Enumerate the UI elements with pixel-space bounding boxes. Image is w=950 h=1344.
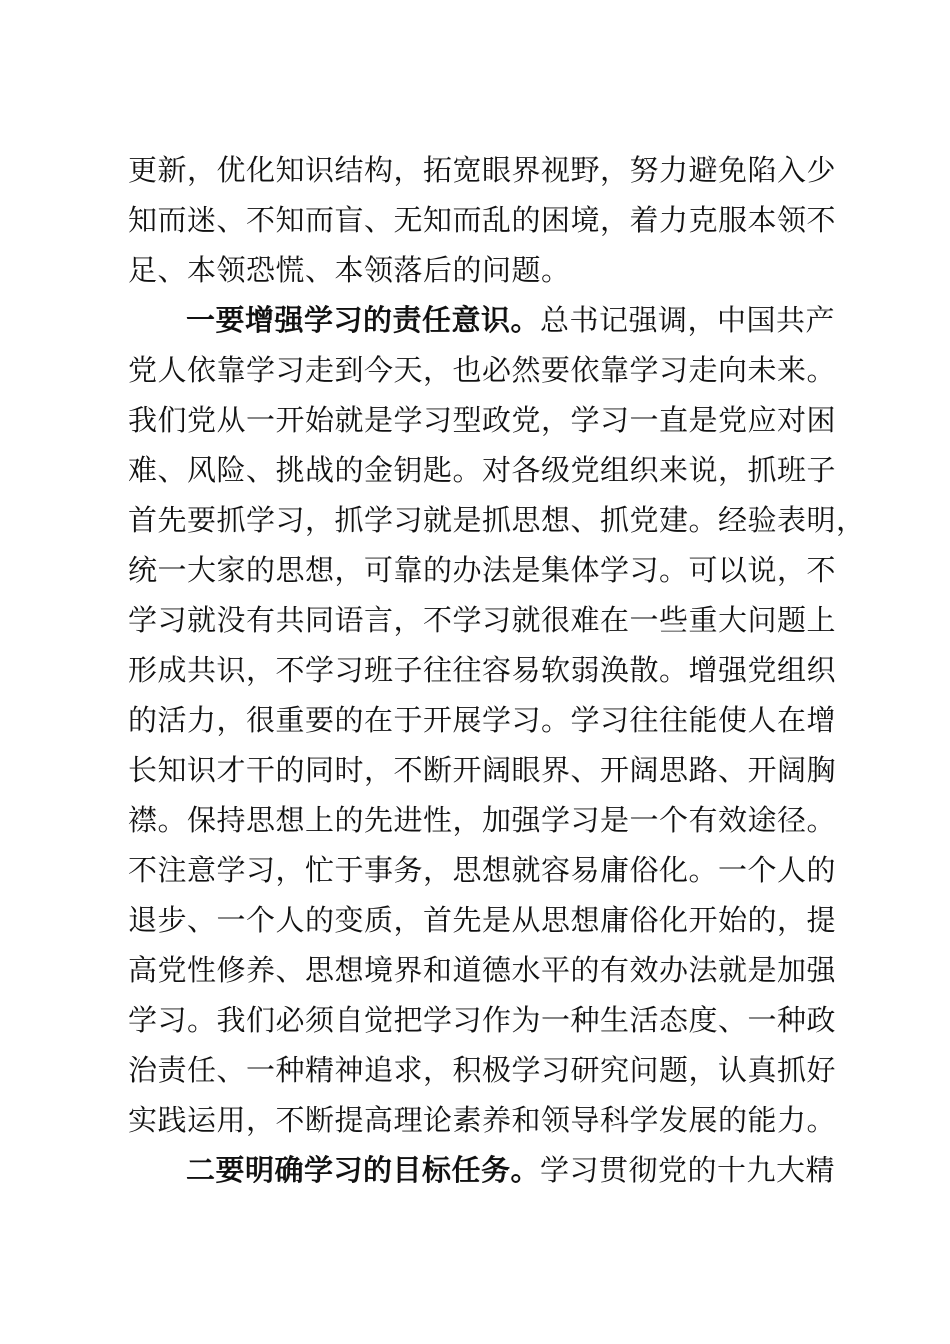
text-line: 足、本领恐慌、本领落后的问题。 bbox=[128, 253, 571, 287]
text-line: 更新，优化知识结构，拓宽眼界视野，努力避免陷入少 bbox=[128, 153, 837, 187]
text-line: 退步、一个人的变质，首先是从思想庸俗化开始的，提 bbox=[128, 903, 837, 937]
text-line: 形成共识，不学习班子往往容易软弱涣散。增强党组织 bbox=[128, 653, 837, 687]
paragraph-heading: 二要明确学习的目标任务。 bbox=[186, 1153, 541, 1187]
paragraph-first-line bbox=[186, 1150, 835, 1190]
text-line: 学习就没有共同语言，不学习就很难在一些重大问题上 bbox=[128, 603, 837, 637]
text-line: 首先要抓学习，抓学习就是抓思想、抓党建。经验表明， bbox=[128, 503, 866, 537]
text-line: 的活力，很重要的在于开展学习。学习往往能使人在增 bbox=[128, 703, 837, 737]
text-line: 难、风险、挑战的金钥匙。对各级党组织来说，抓班子 bbox=[128, 453, 837, 487]
text-line: 实践运用，不断提高理论素养和领导科学发展的能力。 bbox=[128, 1103, 837, 1137]
text-line: 治责任、一种精神追求，积极学习研究问题，认真抓好 bbox=[128, 1053, 837, 1087]
text-line: 知而迷、不知而盲、无知而乱的困境，着力克服本领不 bbox=[128, 203, 837, 237]
text-line: 高党性修养、思想境界和道德水平的有效办法就是加强 bbox=[128, 953, 837, 987]
paragraph-first-line bbox=[186, 300, 835, 340]
paragraph-heading: 一要增强学习的责任意识。 bbox=[186, 303, 541, 337]
text-line: 学习。我们必须自觉把学习作为一种生活态度、一种政 bbox=[128, 1003, 837, 1037]
text-line: 不注意学习，忙于事务，思想就容易庸俗化。一个人的 bbox=[128, 853, 837, 887]
text-line: 长知识才干的同时，不断开阔眼界、开阔思路、开阔胸 bbox=[128, 753, 837, 787]
text-line: 襟。保持思想上的先进性，加强学习是一个有效途径。 bbox=[128, 803, 837, 837]
text-line: 我们党从一开始就是学习型政党，学习一直是党应对困 bbox=[128, 403, 837, 437]
paragraph-text: 总书记强调，中国共产 bbox=[540, 303, 836, 337]
text-line: 党人依靠学习走到今天，也必然要依靠学习走向未来。 bbox=[128, 353, 837, 387]
paragraph-text: 学习贯彻党的十九大精 bbox=[540, 1153, 836, 1187]
text-line: 统一大家的思想，可靠的办法是集体学习。可以说，不 bbox=[128, 553, 837, 587]
